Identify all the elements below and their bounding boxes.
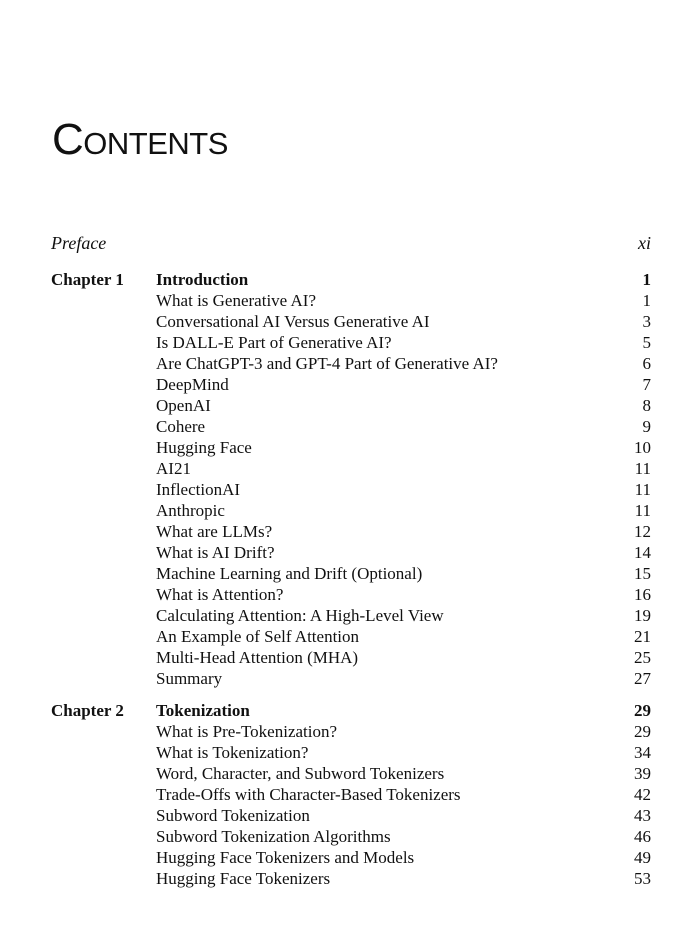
toc-entry[interactable] <box>51 784 651 805</box>
toc-entry-title: DeepMind <box>156 375 229 394</box>
toc-entry-page-number: 42 <box>634 785 651 804</box>
toc-entry[interactable] <box>51 311 651 332</box>
toc-entry-page-number: 11 <box>634 480 651 499</box>
chapter-title: Introduction <box>156 270 249 289</box>
toc-entry[interactable] <box>51 868 651 889</box>
toc-entry[interactable] <box>51 563 651 584</box>
toc-entry[interactable] <box>51 353 651 374</box>
chapter-title: Tokenization <box>156 701 250 720</box>
preface-page-number: xi <box>638 233 651 253</box>
chapter-label: Chapter 1 <box>51 270 124 289</box>
chapter-heading[interactable] <box>51 700 651 721</box>
toc-entry-page-number: 15 <box>634 564 651 583</box>
chapter-1-entries <box>51 290 651 689</box>
toc-entry-title: InflectionAI <box>156 480 241 499</box>
toc-entry-title: What is Attention? <box>156 585 284 604</box>
toc-entry-title: What is AI Drift? <box>156 543 275 562</box>
toc-entry-title: OpenAI <box>156 396 211 415</box>
toc-entry[interactable] <box>51 805 651 826</box>
chapter-heading[interactable] <box>51 269 651 290</box>
page-title: Contents <box>52 115 228 164</box>
toc-entry-page-number: 1 <box>642 291 651 310</box>
toc-entry[interactable] <box>51 416 651 437</box>
chapter-label: Chapter 2 <box>51 701 124 720</box>
toc-entry[interactable] <box>51 721 651 742</box>
toc-entry[interactable] <box>51 584 651 605</box>
toc-entry-page-number: 25 <box>634 648 651 667</box>
toc-entry-page-number: 3 <box>642 312 651 331</box>
toc-entry[interactable] <box>51 763 651 784</box>
toc-entry-title: Calculating Attention: A High-Level View <box>156 606 444 625</box>
toc-entry-title: Hugging Face Tokenizers and Models <box>156 848 415 867</box>
toc-entry-page-number: 5 <box>642 333 651 352</box>
toc-entry-title: What is Generative AI? <box>156 291 317 310</box>
toc-entry[interactable] <box>51 500 651 521</box>
chapter-2-entries <box>51 721 651 889</box>
toc-entry-page-number: 53 <box>634 869 651 888</box>
toc-entry-title: An Example of Self Attention <box>156 627 360 646</box>
toc-entry-title: Subword Tokenization Algorithms <box>156 827 391 846</box>
toc-entry-title: Is DALL-E Part of Generative AI? <box>156 333 392 352</box>
toc-entry[interactable] <box>51 437 651 458</box>
toc-entry[interactable] <box>51 668 651 689</box>
chapter-2-section <box>51 700 651 889</box>
toc-entry-title: Hugging Face <box>156 438 252 457</box>
toc-entry[interactable] <box>51 542 651 563</box>
toc-entry[interactable] <box>51 395 651 416</box>
toc-entry[interactable] <box>51 742 651 763</box>
toc-entry-page-number: 16 <box>634 585 651 604</box>
toc-entry[interactable] <box>51 847 651 868</box>
toc-entry-page-number: 11 <box>634 501 651 520</box>
toc-entry[interactable] <box>51 374 651 395</box>
toc-entry-page-number: 10 <box>634 438 651 457</box>
toc-entry-page-number: 8 <box>642 396 651 415</box>
toc-entry-page-number: 46 <box>634 827 651 846</box>
toc-entry-title: Subword Tokenization <box>156 806 310 825</box>
toc-entry-page-number: 29 <box>634 722 651 741</box>
toc-entry-title: Word, Character, and Subword Tokenizers <box>156 764 445 783</box>
toc-entry-title: What is Pre-Tokenization? <box>156 722 338 741</box>
toc-entry[interactable] <box>51 290 651 311</box>
toc-entry-page-number: 27 <box>634 669 651 688</box>
toc-entry-page-number: 43 <box>634 806 651 825</box>
toc-entry[interactable] <box>51 332 651 353</box>
toc-entry-title: Machine Learning and Drift (Optional) <box>156 564 423 583</box>
toc-entry-page-number: 9 <box>642 417 651 436</box>
toc-entry-title: Are ChatGPT-3 and GPT-4 Part of Generative AI? <box>156 354 498 373</box>
toc-entry-page-number: 19 <box>634 606 651 625</box>
chapter-page-number: 1 <box>642 270 651 289</box>
toc-entry[interactable] <box>51 626 651 647</box>
preface-row[interactable] <box>51 231 651 255</box>
toc-entry-title: Hugging Face Tokenizers <box>156 869 331 888</box>
chapter-page-number: 29 <box>634 701 651 720</box>
toc-entry-page-number: 34 <box>634 743 651 762</box>
toc-entry-page-number: 6 <box>642 354 651 373</box>
toc-entry-page-number: 49 <box>634 848 651 867</box>
toc-entry[interactable] <box>51 605 651 626</box>
toc-entry-title: Multi-Head Attention (MHA) <box>156 648 359 667</box>
toc-entry-page-number: 21 <box>634 627 651 646</box>
toc-entry-page-number: 14 <box>634 543 651 562</box>
toc-entry-title: What are LLMs? <box>156 522 273 541</box>
toc-entry-page-number: 11 <box>634 459 651 478</box>
toc-entry[interactable] <box>51 479 651 500</box>
toc-entry-title: What is Tokenization? <box>156 743 309 762</box>
toc-entry[interactable] <box>51 458 651 479</box>
toc-entry-title: Summary <box>156 669 223 688</box>
toc-entry[interactable] <box>51 826 651 847</box>
toc-entry[interactable] <box>51 647 651 668</box>
toc-entry[interactable] <box>51 521 651 542</box>
toc-entry-title: Conversational AI Versus Generative AI <box>156 312 430 331</box>
toc-entry-title: Cohere <box>156 417 206 436</box>
toc-entry-title: Anthropic <box>156 501 225 520</box>
toc-entry-page-number: 39 <box>634 764 651 783</box>
toc-entry-page-number: 7 <box>642 375 651 394</box>
toc-entry-page-number: 12 <box>634 522 651 541</box>
toc-entry-title: Trade-Offs with Character-Based Tokenizers <box>156 785 461 804</box>
chapter-1-section <box>51 269 651 689</box>
preface-label: Preface <box>51 233 107 253</box>
toc-entry-title: AI21 <box>156 459 191 478</box>
